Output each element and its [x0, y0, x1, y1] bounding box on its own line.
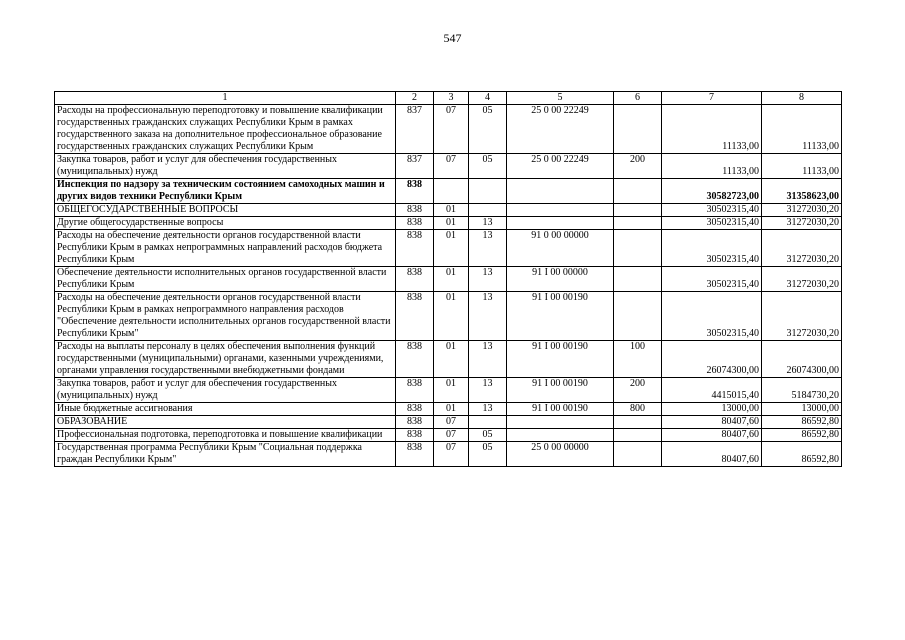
table-row: [55, 378, 842, 403]
subsection-code-cell: 13: [469, 267, 507, 292]
ministry-code-cell: 838: [396, 230, 434, 267]
page-number: 547: [443, 31, 462, 45]
expense-name-cell: Расходы на обеспечение деятельности органов государственной власти Республики Крым в рамках непрограммных направлений расходов бюджета Республики Крым: [55, 230, 396, 267]
amount-year2-cell: 26074300,00: [762, 341, 842, 378]
table-row: [55, 230, 842, 267]
amount-year1-cell: 80407,60: [662, 416, 762, 429]
subsection-code-cell: 05: [469, 105, 507, 154]
target-article-cell: 91 I 00 00190: [507, 292, 614, 341]
subsection-code-cell: 13: [469, 341, 507, 378]
expense-type-cell: [614, 292, 662, 341]
amount-year2-cell: 86592,80: [762, 429, 842, 442]
target-article-cell: [507, 204, 614, 217]
expense-type-cell: [614, 105, 662, 154]
subsection-code-cell: 05: [469, 154, 507, 179]
table-row: [55, 154, 842, 179]
target-article-cell: [507, 179, 614, 204]
amount-year2-cell: 86592,80: [762, 442, 842, 467]
header-cell: 5: [507, 92, 614, 105]
expense-type-cell: [614, 230, 662, 267]
expense-type-cell: 800: [614, 403, 662, 416]
target-article-cell: 91 0 00 00000: [507, 230, 614, 267]
amount-year1-cell: 30502315,40: [662, 267, 762, 292]
expense-name-cell: Иные бюджетные ассигнования: [55, 403, 396, 416]
table-row: [55, 341, 842, 378]
amount-year2-cell: 86592,80: [762, 416, 842, 429]
target-article-cell: 91 I 00 00190: [507, 341, 614, 378]
section-code-cell: 01: [434, 267, 469, 292]
ministry-code-cell: 838: [396, 267, 434, 292]
section-code-cell: 01: [434, 217, 469, 230]
amount-year2-cell: 11133,00: [762, 105, 842, 154]
table-row: [55, 429, 842, 442]
subsection-code-cell: 05: [469, 442, 507, 467]
section-code-cell: 07: [434, 154, 469, 179]
amount-year2-cell: 31272030,20: [762, 267, 842, 292]
amount-year1-cell: 11133,00: [662, 105, 762, 154]
target-article-cell: 25 0 00 22249: [507, 154, 614, 179]
section-code-cell: 07: [434, 416, 469, 429]
ministry-code-cell: 838: [396, 416, 434, 429]
amount-year2-cell: 13000,00: [762, 403, 842, 416]
subsection-code-cell: 13: [469, 217, 507, 230]
amount-year1-cell: 30502315,40: [662, 217, 762, 230]
section-code-cell: 01: [434, 292, 469, 341]
expense-type-cell: 200: [614, 154, 662, 179]
expense-name-cell: Другие общегосударственные вопросы: [55, 217, 396, 230]
header-cell: 1: [55, 92, 396, 105]
target-article-cell: [507, 217, 614, 230]
header-cell: 7: [662, 92, 762, 105]
expense-name-cell: Государственная программа Республики Крым "Социальная поддержка граждан Республики Крым": [55, 442, 396, 467]
header-cell: 2: [396, 92, 434, 105]
amount-year1-cell: 80407,60: [662, 442, 762, 467]
table-row: [55, 442, 842, 467]
target-article-cell: 91 I 00 00190: [507, 403, 614, 416]
expense-name-cell: Закупка товаров, работ и услуг для обеспечения государственных (муниципальных) нужд: [55, 154, 396, 179]
section-code-cell: 07: [434, 429, 469, 442]
expense-name-cell: Обеспечение деятельности исполнительных органов государственной власти Республики Крым: [55, 267, 396, 292]
section-code-cell: 01: [434, 204, 469, 217]
ministry-code-cell: 837: [396, 154, 434, 179]
amount-year1-cell: 80407,60: [662, 429, 762, 442]
expense-name-cell: Инспекция по надзору за техническим состоянием самоходных машин и других видов техники Республики Крым: [55, 179, 396, 204]
amount-year2-cell: 31272030,20: [762, 217, 842, 230]
amount-year2-cell: 31272030,20: [762, 230, 842, 267]
subsection-code-cell: 13: [469, 403, 507, 416]
target-article-cell: 25 0 00 00000: [507, 442, 614, 467]
amount-year2-cell: 31272030,20: [762, 204, 842, 217]
section-code-cell: 07: [434, 442, 469, 467]
subsection-code-cell: 13: [469, 292, 507, 341]
target-article-cell: 91 I 00 00190: [507, 378, 614, 403]
amount-year1-cell: 26074300,00: [662, 341, 762, 378]
subsection-code-cell: 05: [469, 429, 507, 442]
table-row: [55, 292, 842, 341]
ministry-code-cell: 838: [396, 429, 434, 442]
amount-year2-cell: 5184730,20: [762, 378, 842, 403]
section-code-cell: [434, 179, 469, 204]
subsection-code-cell: [469, 204, 507, 217]
expense-type-cell: [614, 179, 662, 204]
ministry-code-cell: 838: [396, 292, 434, 341]
header-cell: 6: [614, 92, 662, 105]
target-article-cell: [507, 429, 614, 442]
budget-table: [54, 91, 842, 467]
subsection-code-cell: [469, 179, 507, 204]
expense-name-cell: Расходы на профессиональную переподготовку и повышение квалификации государственных гражданских служащих Республики Крым в рамках государственного заказа на дополнительное профессиональное образование государственных гражданских служащих Республики Крым: [55, 105, 396, 154]
amount-year1-cell: 11133,00: [662, 154, 762, 179]
expense-type-cell: 100: [614, 341, 662, 378]
section-code-cell: 01: [434, 403, 469, 416]
table-row: [55, 416, 842, 429]
ministry-code-cell: 838: [396, 179, 434, 204]
expense-name-cell: Закупка товаров, работ и услуг для обеспечения государственных (муниципальных) нужд: [55, 378, 396, 403]
table-row: [55, 267, 842, 292]
header-cell: 8: [762, 92, 842, 105]
table-row: [55, 217, 842, 230]
ministry-code-cell: 838: [396, 217, 434, 230]
expense-name-cell: ОБРАЗОВАНИЕ: [55, 416, 396, 429]
section-code-cell: 07: [434, 105, 469, 154]
section-code-cell: 01: [434, 378, 469, 403]
ministry-code-cell: 838: [396, 378, 434, 403]
table-row: [55, 179, 842, 204]
ministry-code-cell: 838: [396, 341, 434, 378]
header-cell: 3: [434, 92, 469, 105]
table-row: [55, 204, 842, 217]
subsection-code-cell: [469, 416, 507, 429]
expense-type-cell: [614, 217, 662, 230]
section-code-cell: 01: [434, 341, 469, 378]
header-cell: 4: [469, 92, 507, 105]
expense-type-cell: 200: [614, 378, 662, 403]
expense-type-cell: [614, 429, 662, 442]
expense-name-cell: Расходы на обеспечение деятельности органов государственной власти Республики Крым в рамках непрограммного направления расходов "Обеспечение деятельности исполнительных органов государственной власти Республики Крым": [55, 292, 396, 341]
expense-name-cell: Расходы на выплаты персоналу в целях обеспечения выполнения функций государственными (муниципальными) органами, казенными учреждениями, органами управления государственными внебюджетными фондами: [55, 341, 396, 378]
section-code-cell: 01: [434, 230, 469, 267]
subsection-code-cell: 13: [469, 378, 507, 403]
amount-year2-cell: 11133,00: [762, 154, 842, 179]
ministry-code-cell: 838: [396, 204, 434, 217]
amount-year1-cell: 30502315,40: [662, 204, 762, 217]
table-row: [55, 105, 842, 154]
expense-type-cell: [614, 204, 662, 217]
table-row: [55, 403, 842, 416]
expense-name-cell: Профессиональная подготовка, переподготовка и повышение квалификации: [55, 429, 396, 442]
target-article-cell: [507, 416, 614, 429]
target-article-cell: 25 0 00 22249: [507, 105, 614, 154]
table-header-row: [55, 92, 842, 105]
amount-year1-cell: 30502315,40: [662, 292, 762, 341]
amount-year1-cell: 30582723,00: [662, 179, 762, 204]
ministry-code-cell: 837: [396, 105, 434, 154]
ministry-code-cell: 838: [396, 403, 434, 416]
expense-type-cell: [614, 442, 662, 467]
ministry-code-cell: 838: [396, 442, 434, 467]
subsection-code-cell: 13: [469, 230, 507, 267]
amount-year2-cell: 31272030,20: [762, 292, 842, 341]
amount-year1-cell: 30502315,40: [662, 230, 762, 267]
amount-year1-cell: 4415015,40: [662, 378, 762, 403]
amount-year1-cell: 13000,00: [662, 403, 762, 416]
target-article-cell: 91 I 00 00000: [507, 267, 614, 292]
expense-name-cell: ОБЩЕГОСУДАРСТВЕННЫЕ ВОПРОСЫ: [55, 204, 396, 217]
amount-year2-cell: 31358623,00: [762, 179, 842, 204]
expense-type-cell: [614, 416, 662, 429]
expense-type-cell: [614, 267, 662, 292]
